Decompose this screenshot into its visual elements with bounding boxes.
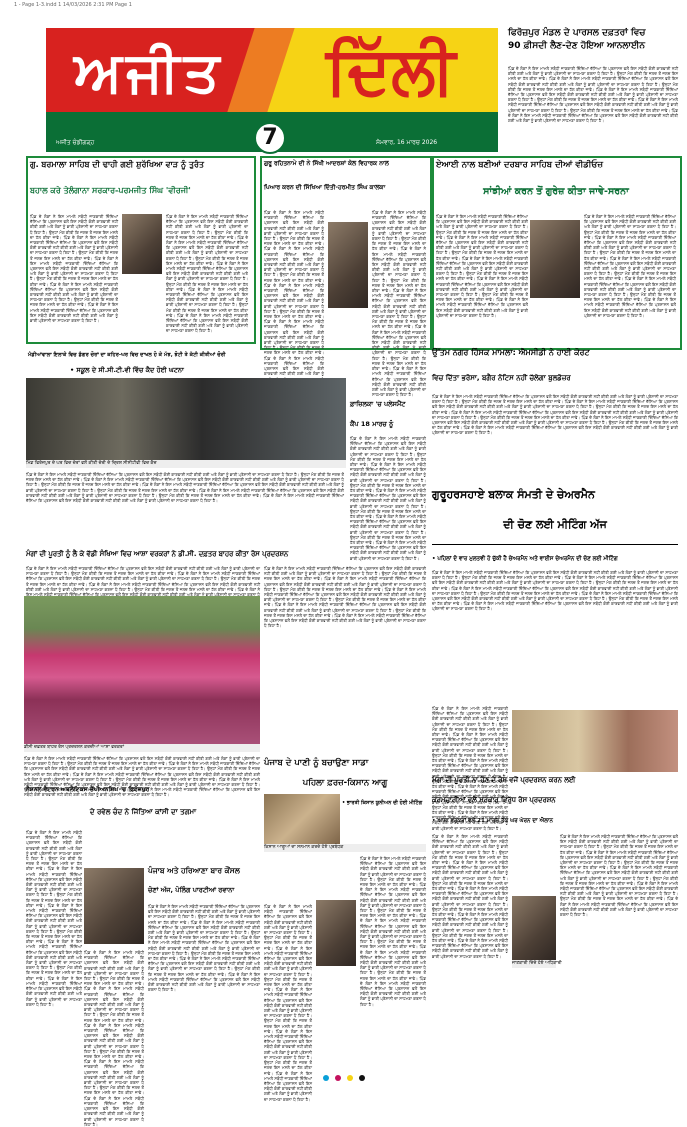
story-13-sub: • ਆਸ਼ਾ ਵਰਕਰਾਂ ਵਲੋਂ 21 ਮਾਰਚ ਤੱਕ ਘਰ ਘੇਰਨ ਦਾ ਐਲਾਨ	[432, 818, 553, 824]
story-5-headline-1: ਫ਼ਾਜ਼ਿਲਕਾ 'ਚ ਪਲੇਸਮੈਂਟ	[350, 400, 406, 408]
story-2-headline-1: ਗੁਰੂ ਰਹਿਤਨਾਮੇ ਦੀ ਨੇ ਸਿੱਖੀ ਆਦਰਸ਼ਾਂ ਕੋਲ ਵਿਹਾਰਕ ਨਾਲ	[264, 160, 389, 167]
story-5-headline-2: ਕੈਂਪ 18 ਮਾਰਚ ਨੂੰ	[350, 420, 394, 428]
story-8-caption: ਡੀਸੀ ਦਫ਼ਤਰ ਬਾਹਰ ਰੋਸ ਪ੍ਰਦਰਸ਼ਨ ਕਰਦੀਆਂ ਆਸ਼ਾ ਵਰਕਰਾਂ	[24, 744, 260, 752]
story-2-body-2	[372, 210, 426, 342]
story-12-headline-2: ਚੋਣਾਂ ਅੱਜ, ਪੋਲਿੰਗ ਪਾਰਟੀਆਂ ਰਵਾਨਾ	[148, 886, 235, 894]
story-11-headline-1: ਨੈਸ਼ਨਲ ਵੈਟਰਨ ਅਥਲੈਟਿਕਸ ਚੈਂਪੀਅਨਸ਼ਿਪ 'ਚ ਫ਼ਿਰੋਜ਼ਪੁਰ	[26, 786, 150, 793]
story-12-body-2	[264, 904, 312, 1066]
story-11-body	[26, 830, 82, 1066]
footer-bar	[0, 1072, 687, 1084]
story-1-headline-2: ਬਹਾਲ ਕਰੇ ਤੇਲੰਗਾਨਾ ਸਰਕਾਰ-ਪਰਮਜੀਤ ਸਿੰਘ 'ਵੀਰਜੀ'	[30, 186, 191, 195]
top-right-body	[508, 66, 678, 154]
story-6-headline-2: ਵਿਚ ਦਿੱਤਾ ਭਰੋਸਾ, ਬਗੈਰ ਨੋਟਿਸ ਨਹੀਂ ਚੱਲੇਗਾ ਬੁਲਡੋਜ਼ਰ	[432, 374, 571, 382]
story-1-photo	[122, 214, 162, 274]
print-header: 1 - Page 1-3.indd 1 14/03/2026 2:31 PM Page 1	[14, 2, 132, 8]
story-7-headline-2: ਦੀ ਚੋਣ ਲਈ ਮੀਟਿੰਗ ਅੱਜ	[503, 518, 607, 531]
story-7-rule	[432, 544, 678, 545]
story-14-caption: ਕਿਸਾਨ ਆਗੂਆਂ ਦਾ ਸਨਮਾਨ ਕਰਦੇ ਹੋਏ ਪ੍ਰਬੰਧਕ	[264, 844, 426, 852]
story-13-headline-1: ਮੰਗਾਂ ਦੀ ਪੂਰਤੀ ਨਾ ਹੋਣ ਦੇ ਰੋਸ ਵਜੋਂ ਪ੍ਰਦਰਸ਼ਨ ਕਰਨ ਲਈ	[432, 776, 576, 784]
story-4-headline: ਮੰਡੀਆਂਵਾਲਾ ਇਲਾਕੇ ਵਿਚ ਡੰਗਰ ਚੋਰਾਂ ਦਾ ਕਹਿਰ-ਘਰ ਵਿਚ ਦਾਖਲ ਹੋ ਕੇ ਮੱਝ, ਝੋਟੀ ਤੇ ਕੱਟੀ ਕੀਤੀਆਂ ਚੋਰੀ	[28, 352, 226, 358]
story-4-caption: ਮਿੰਡ ਫਿਰੋਜ਼ਪੁਰ ਦੇ ਘਰ ਵਿਚ ਚੋਰਾਂ ਵਲੋਂ ਕੀਤੀ ਚੋਰੀ ਦੇ ਦ੍ਰਿਸ਼ ਸੀਸੀਟੀਵੀ ਵਿਚ ਕੈਦ	[26, 460, 346, 468]
story-3-photo	[530, 220, 580, 298]
masthead-title-left: ਅਜੀਤ	[74, 40, 224, 105]
story-1-body-2	[166, 214, 248, 336]
story-3-body	[436, 214, 528, 342]
story-15-caption: ਜਾਣਕਾਰੀ ਦਿੰਦੇ ਹੋਏ ਅਧਿਕਾਰੀ	[512, 961, 562, 966]
story-8-body-2	[24, 756, 260, 772]
story-6-body	[432, 394, 678, 454]
masthead-city: ਅਜੀਤ ਚੰਡੀਗੜ੍ਹ	[56, 139, 95, 146]
story-9-headline-1: ਪੰਜਾਬ ਦੇ ਪਾਣੀ ਨੂੰ ਬਚਾਉਣਾ ਸਾਡਾ	[264, 758, 369, 768]
story-9-sub: • ਭਾਰਤੀ ਕਿਸਾਨ ਯੂਨੀਅਨ ਦੀ ਹੋਈ ਮੀਟਿੰਗ	[342, 800, 423, 806]
top-right-headline-1: ਫਿਰੋਜ਼ਪੁਰ ਮੰਡਲ ਦੇ ਪਾਰਸਲ ਦਫ਼ਤਰਾਂ ਵਿਚ	[508, 28, 646, 38]
story-7-headline-1: ਗੁਰੂਹਰਸਹਾਏ ਬਲਾਕ ਸੰਮਤੀ ਦੇ ਚੇਅਰਮੈਨ	[432, 488, 595, 501]
story-11-body-2	[84, 950, 144, 1066]
story-8-body	[264, 566, 426, 754]
story-1-body	[30, 214, 118, 336]
story-1-headline-1: ਗੁ. ਬਰਮਾਲਾ ਸਾਹਿਬ ਦੀ ਢਾਹੀ ਗਈ ਸ਼ੁਰੱਖਿਆ ਵਾੜ ਨੂੰ ਤੁਰੰਤ	[30, 160, 205, 169]
story-13-photo	[512, 896, 556, 960]
story-10-side	[432, 706, 508, 776]
story-10-sub: • ਪਹਿਲਾਂ ਦੋ ਵਾਰ ਮੁਲਤਵੀ ਹੋ ਚੁੱਕੀ ਹੈ ਚੇਅਰਮੈਨ ਅਤੇ ਵਾਈਸ ਚੇਅਰਮੈਨ ਦੀ ਚੋਣ ਲਈ ਮੀਟਿੰਗ	[432, 556, 618, 562]
story-12-body	[148, 904, 260, 1066]
story-4-body	[26, 472, 344, 544]
story-5-body	[350, 436, 426, 556]
story-4-cctv-photo	[26, 378, 346, 460]
story-13-body	[432, 834, 508, 1066]
masthead-title-right: ਦਿੱਲੀ	[326, 32, 456, 109]
story-9-body	[360, 856, 426, 1066]
story-8-headline: ਮੰਗਾਂ ਦੀ ਪੂਰਤੀ ਨੂੰ ਲੈ ਕੇ ਵੱਡੀ ਸੰਖਿਆ ਵਿਚ ਆਸ਼ਾ ਵਰਕਰਾਂ ਨੇ ਡੀ.ਸੀ. ਦਫ਼ਤਰ ਬਾਹਰ ਕੀਤਾ ਰੋਸ ਪ੍ਰਦਰਸ਼ਨ	[26, 550, 289, 558]
story-8-photo	[24, 596, 260, 744]
story-2-headline-2: ਪਿਆਰ ਕਰਨ ਦੀ ਸਿੱਖਿਆ ਦਿੱਤੀ-ਹਰਮੀਤ ਸਿੰਘ ਕਾਲਕਾ	[264, 184, 386, 191]
masthead	[46, 28, 498, 112]
story-9-photo	[264, 794, 340, 844]
story-12-photo	[316, 900, 356, 966]
top-right-headline-2: 90 ਫ਼ੀਸਦੀ ਲੈਣ-ਦੇਣ ਹੋਇਆ ਆਨਲਾਈਨ	[508, 41, 646, 51]
story-10-photo	[512, 710, 678, 772]
story-9-headline-2: ਪਹਿਲਾ ਫ਼ਰਜ਼-ਕਿਸਾਨ ਆਗੂ	[302, 778, 388, 788]
story-4-sub: • ਸਕੂਲ ਦੇ ਸੀ.ਸੀ.ਟੀ.ਵੀ ਵਿੱਚ ਕੈਦ ਹੋਈ ਘਟਨਾ	[70, 366, 184, 374]
story-10-body	[432, 570, 678, 700]
story-12-headline-1: ਪੰਜਾਬ ਅਤੇ ਹਰਿਆਣਾ ਬਾਰ ਕੌਂਸਲ	[148, 866, 240, 875]
story-6-headline-1: ਉੱਤਮ ਨਗਰ ਹਿੰਸਕ ਮਾਮਲਾ: ਐਮਸੀਡੀ ਨੇ ਹਾਈ ਕੋਰਟ	[432, 348, 590, 357]
story-2-photo	[328, 222, 368, 308]
story-13-body-2	[560, 834, 678, 1066]
story-13-headline-2: ਕਰਮਚਾਰੀਆਂ ਵਲੋਂ ਸਰਕਾਰ ਵਿਰੁੱਧ ਰੋਸ ਪ੍ਰਦਰਸ਼ਨ	[432, 796, 556, 804]
story-3-headline-1: ਏਆਈ ਨਾਲ ਬਣੀਆਂ ਦਰਬਾਰ ਸਾਹਿਬ ਦੀਆਂ ਵੀਡੀਓਜ਼	[436, 160, 604, 170]
story-11-headline-2: ਦੇ ਰਵੇਲ ਚੰਦ ਨੇ ਜਿੱਤਿਆ ਕਾਂਸੀ ਦਾ ਤਗਮਾ	[89, 808, 197, 816]
story-3-body-2	[584, 214, 676, 342]
story-11-photo	[84, 868, 144, 944]
page-number: 7	[254, 122, 286, 154]
issue-date: ਸੋਮਵਾਰ, 16 ਮਾਰਚ 2026	[376, 139, 438, 146]
story-3-headline-2: ਸਾਂਝੀਆਂ ਕਰਨ ਤੋਂ ਗੁਰੇਜ਼ ਕੀਤਾ ਜਾਵੇ-ਸਰਨਾ	[483, 186, 629, 197]
story-8-body-top	[26, 566, 260, 594]
story-2-body	[264, 210, 324, 342]
